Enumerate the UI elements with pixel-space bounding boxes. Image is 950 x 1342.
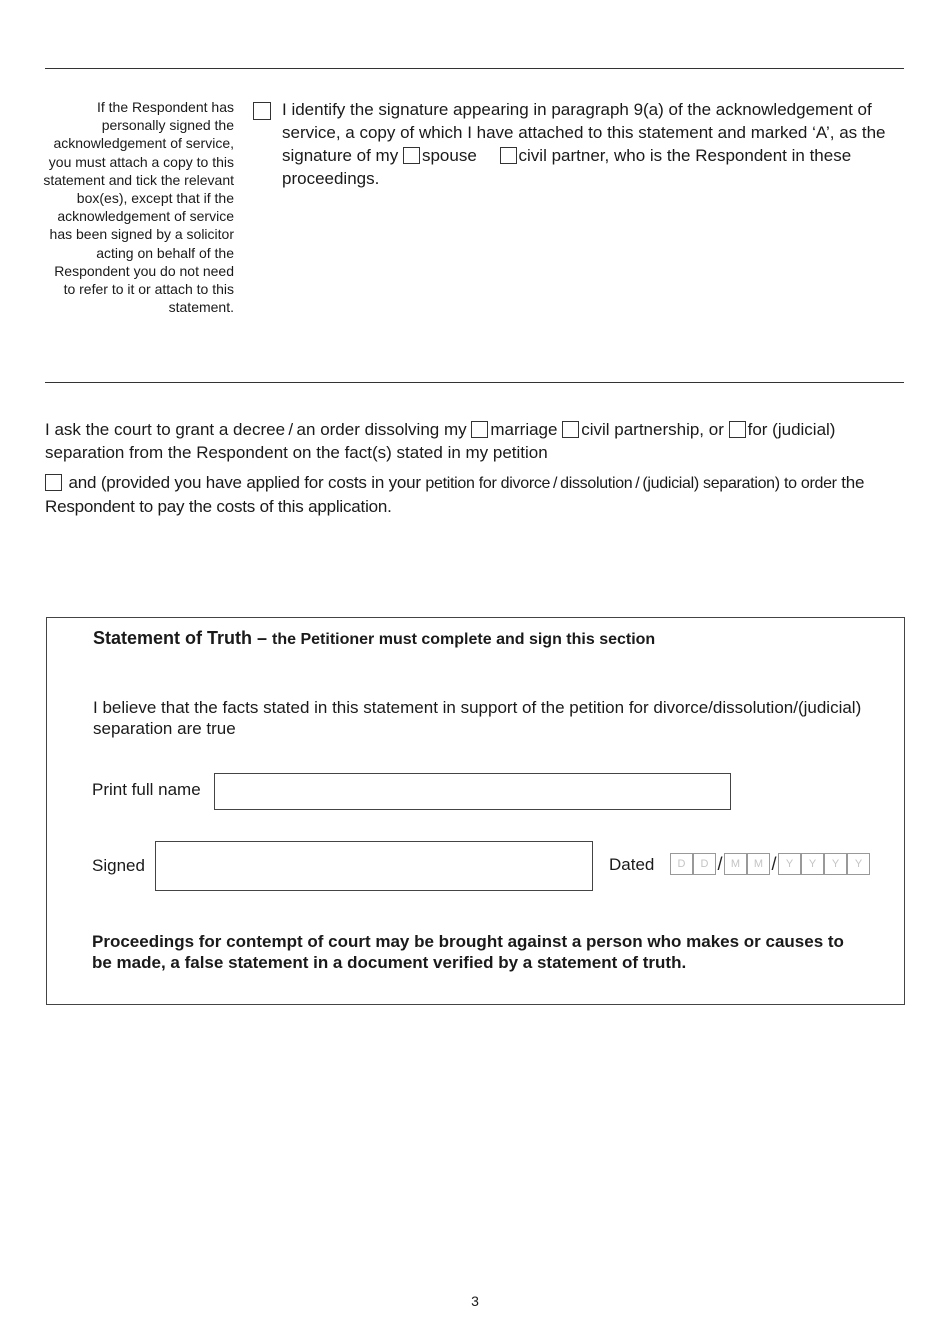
date-year-2[interactable]: Y: [801, 853, 824, 875]
signed-label: Signed: [92, 856, 145, 875]
date-day-1[interactable]: D: [670, 853, 693, 875]
statement-of-truth-title: Statement of Truth –: [93, 628, 268, 648]
date-month-2[interactable]: M: [747, 853, 770, 875]
date-day-2[interactable]: D: [693, 853, 716, 875]
top-divider: [45, 68, 904, 69]
costs-checkbox[interactable]: [45, 474, 62, 491]
spouse-checkbox[interactable]: [403, 147, 420, 164]
civil-partnership-checkbox[interactable]: [562, 421, 579, 438]
contempt-warning: Proceedings for contempt of court may be brought against a person who makes or causes to be made, a false statement in a document verified by a statement of truth.: [92, 932, 844, 972]
belief-statement: I believe that the facts stated in this statement in support of the petition for divorce/dissolution/(judicial) separation are true: [93, 698, 862, 738]
civil-partnership-label: civil partnership, or: [581, 420, 724, 439]
middle-divider: [45, 382, 904, 383]
civil-partner-checkbox[interactable]: [500, 147, 517, 164]
spouse-label: spouse: [421, 146, 477, 165]
date-year-3[interactable]: Y: [824, 853, 847, 875]
civil-partner-label: civil partner, who is the Respondent in these proceedings.: [282, 146, 852, 188]
date-year-1[interactable]: Y: [778, 853, 801, 875]
judicial-separation-checkbox[interactable]: [729, 421, 746, 438]
date-field: [670, 853, 870, 875]
identify-signature-checkbox[interactable]: [253, 102, 271, 120]
date-year-4[interactable]: Y: [847, 853, 870, 875]
decree-request-paragraph: [45, 418, 905, 464]
costs-text-end: the Respondent to pay the costs of this application.: [45, 473, 865, 516]
date-month-1[interactable]: M: [724, 853, 747, 875]
print-full-name-field[interactable]: [214, 773, 731, 810]
costs-text-small: petition for divorce / dissolution / (judicial) separation) to order: [425, 475, 837, 492]
print-full-name-label: Print full name: [92, 780, 201, 799]
statement-of-truth-subtitle: the Petitioner must complete and sign this section: [272, 631, 656, 648]
marriage-checkbox[interactable]: [471, 421, 488, 438]
date-separator: /: [717, 854, 723, 874]
costs-paragraph: [45, 471, 905, 518]
marriage-label: marriage: [490, 420, 558, 439]
statement-of-truth-heading: [93, 628, 655, 649]
judicial-separation-label: for (judicial) separation from the Respondent on the fact(s) stated in my petition: [45, 420, 836, 462]
page-number: 3: [471, 1293, 479, 1309]
identify-signature-paragraph: [282, 98, 907, 190]
costs-text-start: and (provided you have applied for costs in your: [68, 473, 426, 492]
decree-request-text: I ask the court to grant a decree / an order dissolving my: [45, 420, 467, 439]
identify-text: I identify the signature appearing in paragraph 9(a) of the acknowledgement of service, a copy of which I have attached to this statement and marked ‘A’, as the signature of my: [282, 100, 886, 165]
guidance-note: If the Respondent has personally signed the acknowledgement of service, you must attach a copy to this statement and tick the relevant box(es), except that if the acknowledgement of service has been signed by a solicitor acting on behalf of the Respondent you do not need to refer to it or attach to this statement.: [43, 99, 234, 316]
statement-of-truth-section: [46, 617, 905, 1005]
date-separator: /: [771, 854, 777, 874]
dated-label: Dated: [609, 855, 655, 874]
signature-field[interactable]: [155, 841, 593, 891]
